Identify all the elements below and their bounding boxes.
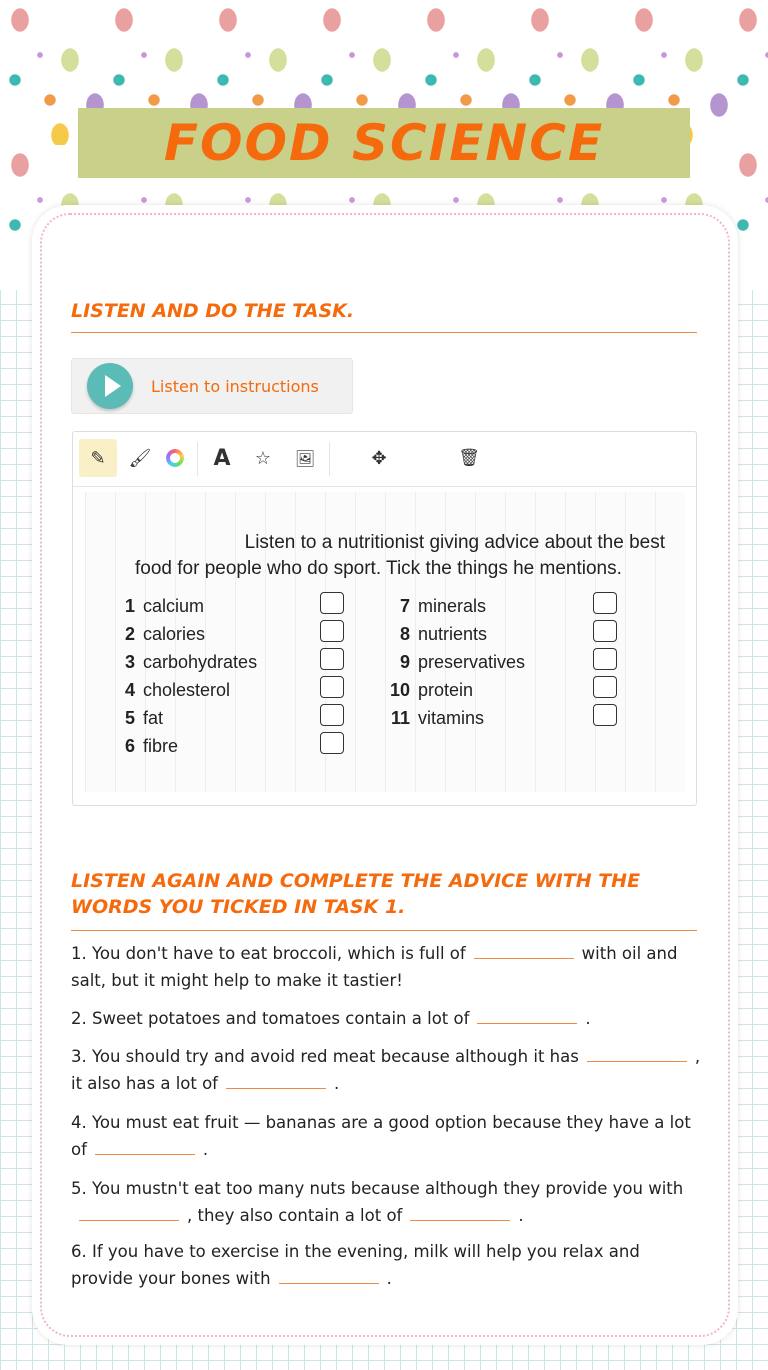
worksheet-image[interactable] bbox=[85, 492, 685, 792]
move-icon[interactable]: ✥ bbox=[371, 447, 387, 469]
title-banner bbox=[78, 108, 690, 178]
task1-heading: LISTEN AND DO THE TASK. bbox=[71, 298, 697, 333]
list-item: 1 calcium bbox=[124, 596, 205, 616]
list-item: 9 preservatives bbox=[399, 652, 526, 672]
play-icon[interactable] bbox=[87, 363, 133, 409]
pencil-icon[interactable]: ✎ bbox=[79, 439, 117, 477]
checkbox[interactable] bbox=[320, 592, 344, 614]
answer-blank[interactable] bbox=[410, 1205, 510, 1221]
checkbox[interactable] bbox=[593, 676, 617, 698]
listen-instructions-button[interactable] bbox=[71, 358, 353, 414]
audio-label: Listen to instructions bbox=[151, 376, 319, 396]
list-item: 11 vitamins bbox=[390, 708, 485, 728]
task2-heading: LISTEN AGAIN AND COMPLETE THE ADVICE WITH THE WORDS YOU TICKED IN TASK 1. bbox=[71, 868, 697, 931]
instruction-line: Listen to a nutritionist giving advice about the best bbox=[244, 532, 665, 553]
answer-blank[interactable] bbox=[587, 1046, 687, 1062]
trash-icon[interactable]: 🗑 bbox=[458, 448, 480, 468]
question-2: 2. Sweet potatoes and tomatoes contain a lot of . bbox=[71, 1009, 591, 1028]
answer-blank[interactable] bbox=[95, 1139, 195, 1155]
checkbox[interactable] bbox=[593, 704, 617, 726]
question-6: 6. If you have to exercise in the evening, milk will help you relax and provide your bones with . bbox=[71, 1242, 640, 1288]
question-3: 3. You should try and avoid red meat because although it has , it also has a lot of . bbox=[71, 1047, 701, 1093]
answer-blank[interactable] bbox=[79, 1205, 179, 1221]
editor-toolbar bbox=[73, 432, 696, 487]
list-item: 6 fibre bbox=[124, 736, 179, 756]
question-5: 5. You mustn't eat too many nuts because although they provide you with, they also contain a lot of . bbox=[71, 1179, 684, 1225]
star-icon[interactable]: ☆ bbox=[254, 447, 272, 469]
checkbox[interactable] bbox=[320, 676, 344, 698]
answer-blank[interactable] bbox=[474, 943, 574, 959]
answer-blank[interactable] bbox=[279, 1268, 379, 1284]
answer-blank[interactable] bbox=[226, 1073, 326, 1089]
page-title: FOOD SCIENCE bbox=[163, 114, 605, 172]
checkbox[interactable] bbox=[593, 620, 617, 642]
question-1: 1. You don't have to eat broccoli, which is full of with oil and salt, but it might help to make it tastier! bbox=[71, 944, 678, 990]
list-item: 7 minerals bbox=[399, 596, 487, 616]
question-4: 4. You must eat fruit — bananas are a good option because they have a lot of . bbox=[71, 1113, 691, 1159]
checkbox[interactable] bbox=[593, 592, 617, 614]
checkbox[interactable] bbox=[320, 648, 344, 670]
list-item: 5 fat bbox=[124, 708, 164, 728]
list-item: 3 carbohydrates bbox=[124, 652, 258, 672]
checkbox[interactable] bbox=[320, 732, 344, 754]
list-item: 10 protein bbox=[390, 680, 474, 700]
checkbox[interactable] bbox=[593, 648, 617, 670]
image-icon[interactable]: 🖼 bbox=[294, 448, 316, 468]
list-item: 4 cholesterol bbox=[124, 680, 231, 700]
checkbox[interactable] bbox=[320, 704, 344, 726]
checkbox[interactable] bbox=[320, 620, 344, 642]
color-wheel-icon[interactable] bbox=[156, 439, 194, 477]
brush-icon[interactable]: 🖌 bbox=[128, 447, 152, 469]
list-item: 2 calories bbox=[124, 624, 206, 644]
drawing-editor bbox=[72, 431, 697, 806]
answer-blank[interactable] bbox=[477, 1008, 577, 1024]
list-item: 8 nutrients bbox=[399, 624, 488, 644]
instruction-line: food for people who do sport. Tick the things he mentions. bbox=[135, 558, 622, 579]
text-icon[interactable]: A bbox=[213, 445, 231, 471]
